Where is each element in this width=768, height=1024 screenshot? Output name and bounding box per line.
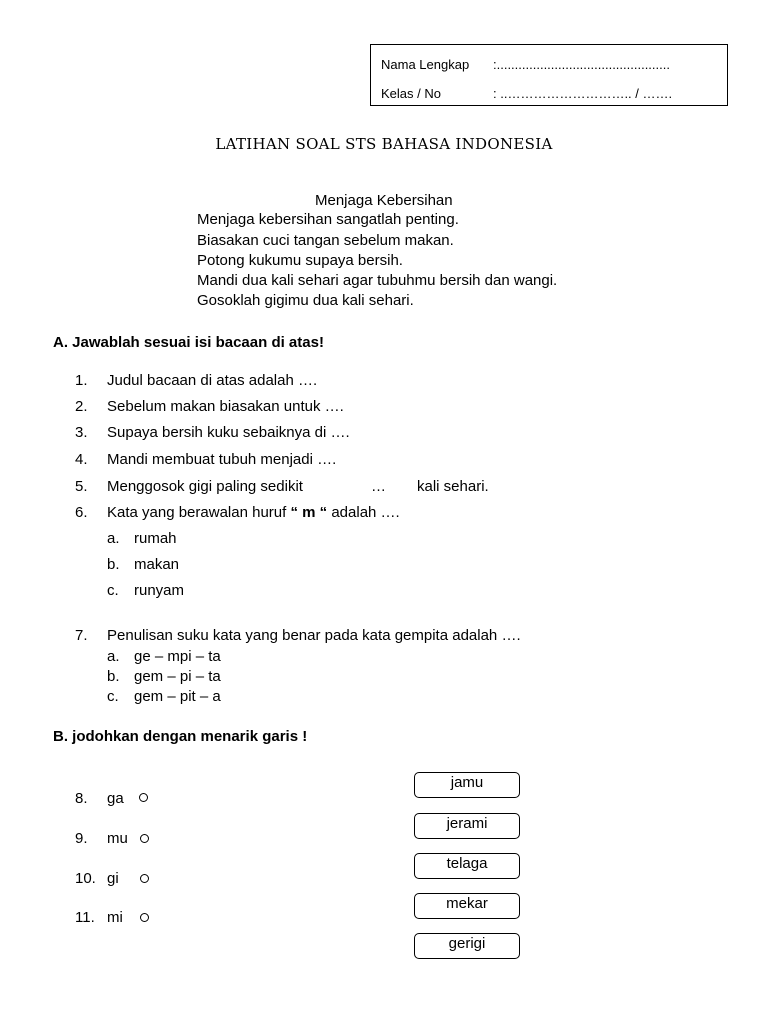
match-word-box[interactable]: mekar xyxy=(414,893,520,919)
page-title: LATIHAN SOAL STS BAHASA INDONESIA xyxy=(215,135,553,153)
question-number: 3. xyxy=(75,424,88,441)
name-label: Nama Lengkap xyxy=(381,57,470,72)
class-field[interactable]: : ..……………………….. / ……. xyxy=(493,86,673,101)
question-number: 2. xyxy=(75,398,88,415)
option-letter: b. xyxy=(107,556,120,573)
reading-line: Mandi dua kali sehari agar tubuhmu bersih dan wangi. xyxy=(197,272,558,289)
match-item-number: 10. xyxy=(75,870,96,887)
question-text: Supaya bersih kuku sebaiknya di …. xyxy=(107,424,350,441)
match-item-number: 8. xyxy=(75,790,88,807)
option-text: rumah xyxy=(134,530,177,547)
option-letter: c. xyxy=(107,582,119,599)
reading-line: Biasakan cuci tangan sebelum makan. xyxy=(197,232,454,249)
match-word-box[interactable]: gerigi xyxy=(414,933,520,959)
option-text: gem – pit – a xyxy=(134,688,221,705)
section-b-heading: B. jodohkan dengan menarik garis ! xyxy=(53,728,308,745)
option-letter: b. xyxy=(107,668,120,685)
match-dot[interactable] xyxy=(140,834,149,843)
identity-box xyxy=(370,44,728,106)
option-text: runyam xyxy=(134,582,185,599)
option-letter: a. xyxy=(107,648,120,665)
match-item-text: ga xyxy=(107,790,124,807)
question-number: 4. xyxy=(75,451,88,468)
question-suffix: kali sehari. xyxy=(417,478,489,495)
reading-line: Gosoklah gigimu dua kali sehari. xyxy=(197,292,414,309)
option-text: ge – mpi – ta xyxy=(134,648,221,665)
question-blank: … xyxy=(371,478,386,495)
question-text: Penulisan suku kata yang benar pada kata gempita adalah …. xyxy=(107,627,521,644)
match-dot[interactable] xyxy=(139,793,148,802)
option-letter: c. xyxy=(107,688,119,705)
question-text-after: adalah …. xyxy=(331,504,400,521)
question-number: 7. xyxy=(75,627,88,644)
option-letter: a. xyxy=(107,530,120,547)
match-word-box[interactable]: telaga xyxy=(414,853,520,879)
name-field[interactable]: :................................................ xyxy=(493,57,670,72)
match-item-text: mu xyxy=(107,830,128,847)
question-bold-letter: “ m “ xyxy=(290,504,328,521)
section-a-heading: A. Jawablah sesuai isi bacaan di atas! xyxy=(53,334,324,351)
match-dot[interactable] xyxy=(140,874,149,883)
question-number: 6. xyxy=(75,504,88,521)
question-text: Judul bacaan di atas adalah …. xyxy=(107,372,318,389)
question-text: Menggosok gigi paling sedikit xyxy=(107,478,303,495)
match-item-text: mi xyxy=(107,909,123,926)
match-dot[interactable] xyxy=(140,913,149,922)
question-number: 5. xyxy=(75,478,88,495)
question-text: Mandi membuat tubuh menjadi …. xyxy=(107,451,337,468)
reading-line: Potong kukumu supaya bersih. xyxy=(197,252,403,269)
match-word-box[interactable]: jerami xyxy=(414,813,520,839)
reading-line: Menjaga kebersihan sangatlah penting. xyxy=(197,211,459,228)
question-text-before: Kata yang berawalan huruf xyxy=(107,504,287,521)
reading-title: Menjaga Kebersihan xyxy=(315,192,453,209)
question-text: Sebelum makan biasakan untuk …. xyxy=(107,398,344,415)
question-number: 1. xyxy=(75,372,88,389)
question-text xyxy=(107,504,400,521)
match-item-number: 9. xyxy=(75,830,88,847)
match-word-box[interactable]: jamu xyxy=(414,772,520,798)
option-text: makan xyxy=(134,556,180,573)
match-item-text: gi xyxy=(107,870,119,887)
class-label: Kelas / No xyxy=(381,86,441,101)
option-text: gem – pi – ta xyxy=(134,668,221,685)
match-item-number: 11. xyxy=(75,909,95,926)
